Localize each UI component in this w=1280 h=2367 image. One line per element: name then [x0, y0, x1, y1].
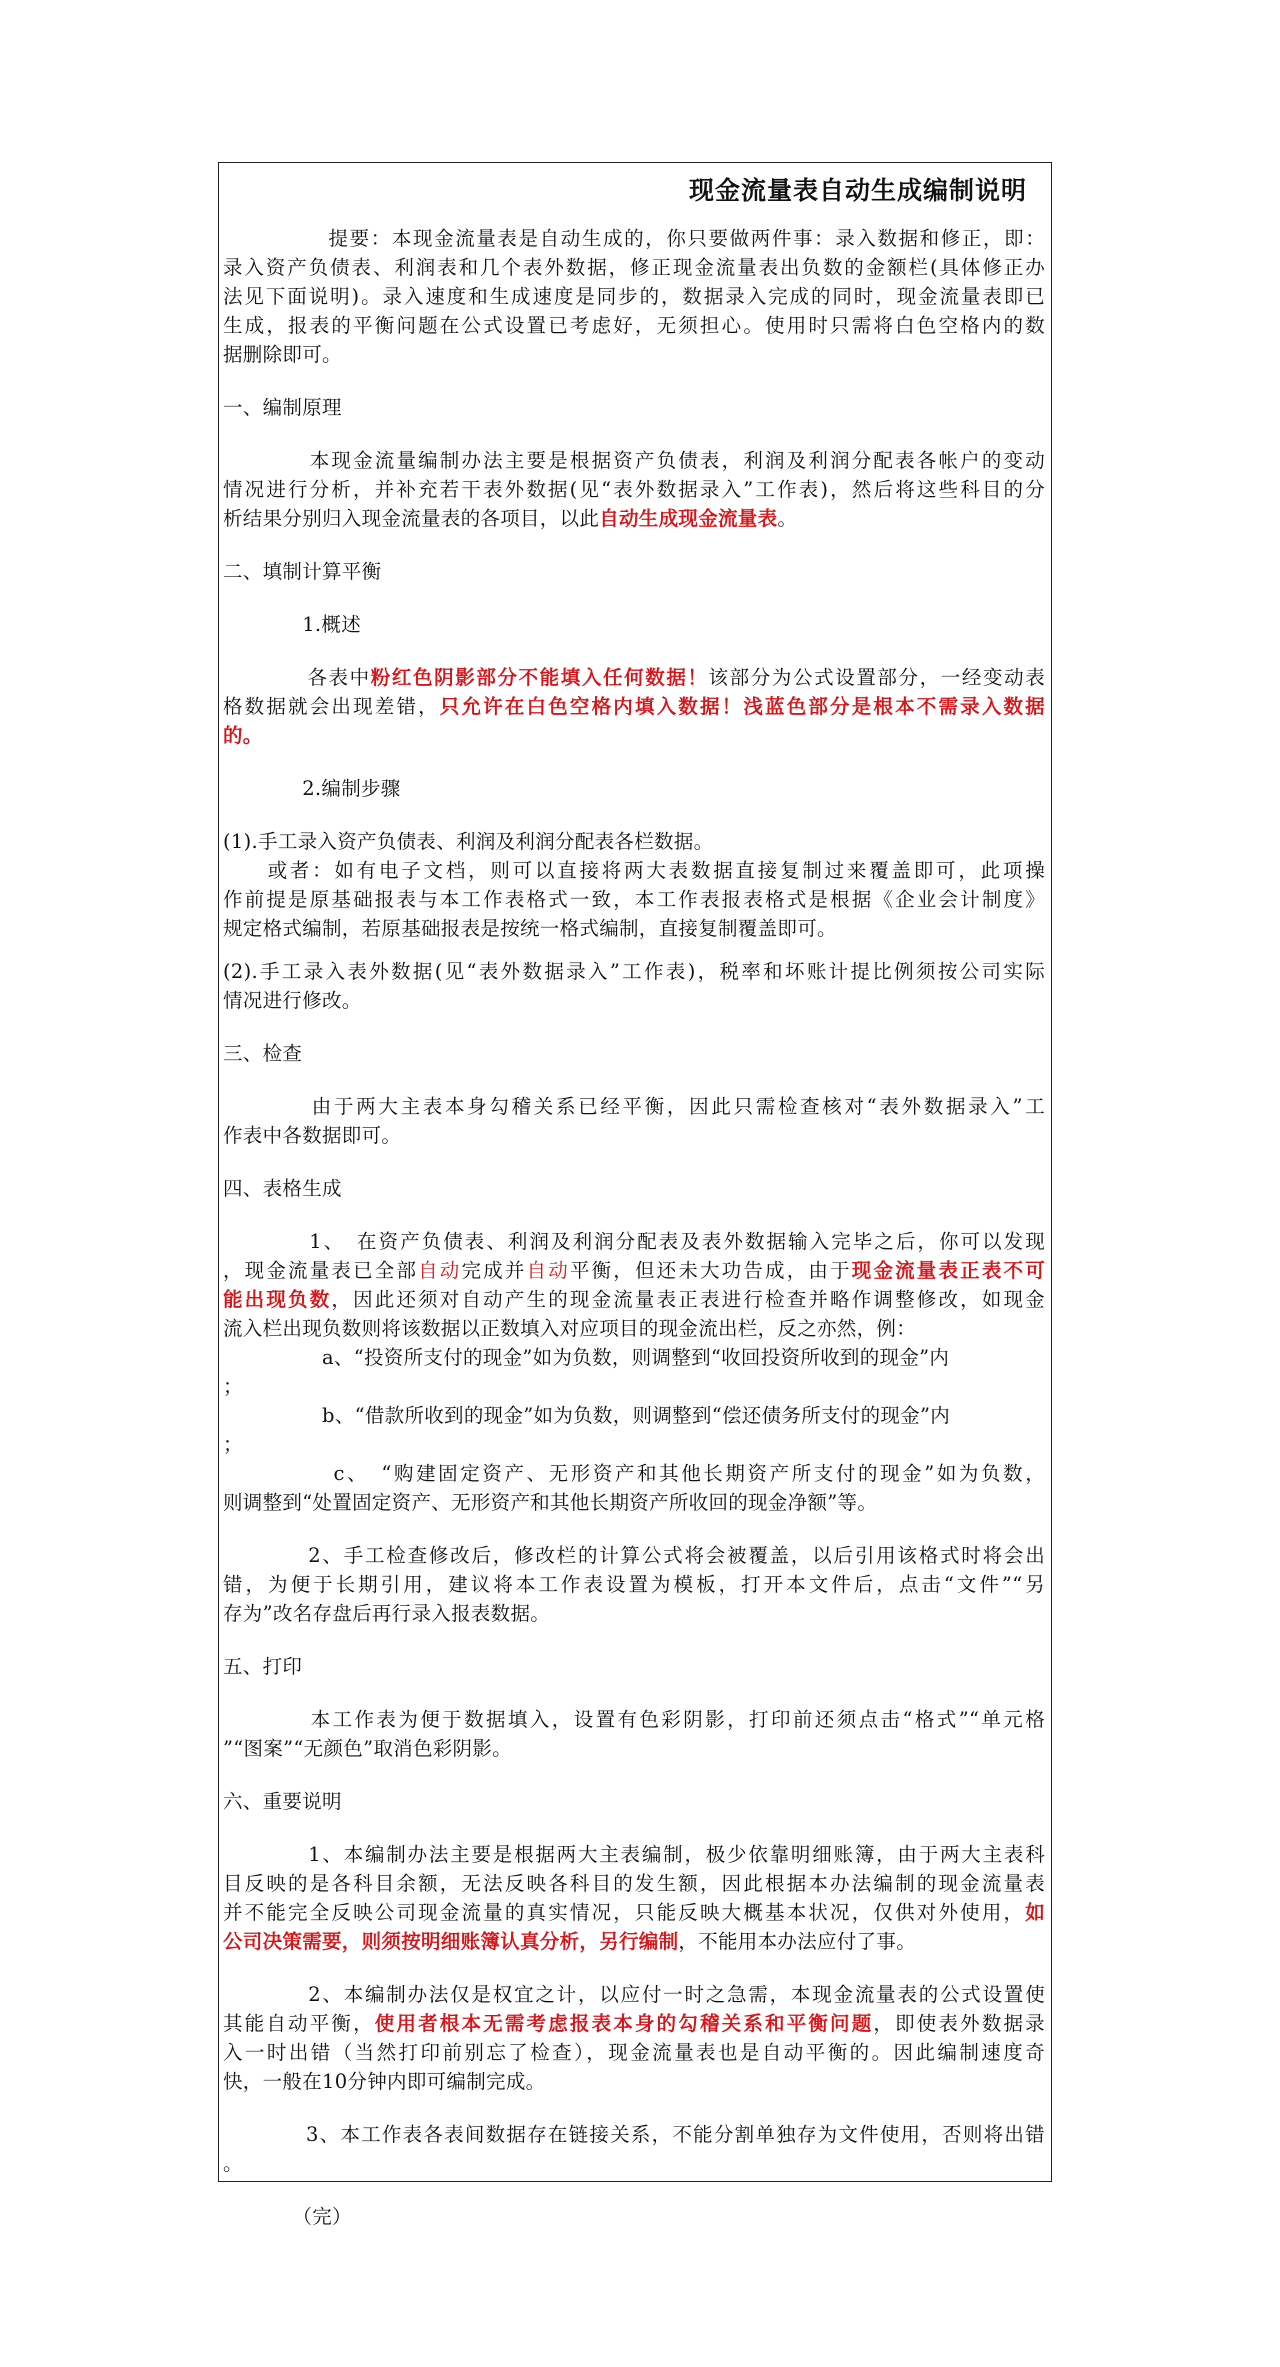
text-line [223, 311, 1045, 340]
text-line [223, 1285, 1045, 1314]
text-line [223, 1430, 1045, 1459]
text-line [223, 1343, 1045, 1372]
text-segment: 一、编制原理 [223, 396, 342, 419]
text-line [223, 1652, 1045, 1681]
text-segment: 或者：如有电子文档，则可以直接将两大表数据直接复制过来覆盖即可，此项操 [223, 859, 1045, 882]
text-segment: 生成，报表的平衡问题在公式设置已考虑好，无须担心。使用时只需将白色空格内的数 [223, 314, 1045, 337]
text-line [223, 957, 1045, 986]
text-segment: 提要：本现金流量表是自动生成的，你只要做两件事：录入数据和修正，即： [223, 227, 1045, 250]
text-segment: ； [223, 1433, 243, 1456]
text-segment: ，即使表外数据录 [873, 2012, 1045, 2035]
text-line [223, 282, 1045, 311]
text-segment: 情况进行修改。 [223, 989, 362, 1012]
text-line [223, 2149, 1045, 2178]
text-segment: 1、本编制办法主要是根据两大主表编制，极少依靠明细账簿，由于两大主表科 [223, 1843, 1045, 1866]
text-segment: 错，为便于长期引用，建议将本工作表设置为模板，打开本文件后，点击“文件”“另 [223, 1573, 1045, 1596]
text-segment: 流入栏出现负数则将该数据以正数填入对应项目的现金流出栏，反之亦然，例： [223, 1317, 917, 1340]
text-segment: 法见下面说明)。录入速度和生成速度是同步的，数据录入完成的同时，现金流量表即已 [223, 285, 1045, 308]
text-line [223, 721, 1045, 750]
text-segment: 本现金流量编制办法主要是根据资产负债表，利润及利润分配表各帐户的变动 [223, 449, 1045, 472]
text-segment: 则调整到“处置固定资产、无形资产和其他长期资产所收回的现金净额”等。 [223, 1491, 878, 1514]
text-line [223, 1541, 1045, 1570]
text-segment: 三、检查 [223, 1042, 303, 1065]
text-line [223, 224, 1045, 253]
emphasis-text: 使用者根本无需考虑报表本身的勾稽关系和平衡问题 [374, 2012, 874, 2035]
text-line [223, 1705, 1045, 1734]
text-line [223, 1869, 1045, 1898]
emphasis-text: 只允许在白色空格内填入数据！浅蓝色部分是根本不需录入数据 [439, 695, 1045, 718]
text-line [223, 1039, 1045, 1068]
text-line [223, 1927, 1045, 1956]
text-line [223, 557, 1045, 586]
emphasis-text: 的。 [223, 724, 263, 747]
text-segment: 作前提是原基础报表与本工作表格式一致，本工作表报表格式是根据《企业会计制度》 [223, 888, 1045, 911]
text-segment: c、 “购建固定资产、无形资产和其他长期资产所支付的现金”如为负数， [223, 1462, 1045, 1485]
text-line [223, 1227, 1045, 1256]
text-line [223, 1488, 1045, 1517]
text-segment: 格数据就会出现差错， [223, 695, 440, 718]
emphasis-text: 公司决策需要，则须按明细账簿认真分析，另行编制 [223, 1930, 679, 1953]
text-segment: (1).手工录入资产负债表、利润及利润分配表各栏数据。 [223, 830, 714, 853]
text-segment: 平衡，但还未大功告成，由于 [569, 1259, 852, 1282]
text-line [223, 393, 1045, 422]
text-segment: 各表中 [223, 666, 371, 689]
text-segment: 目反映的是各科目余额，无法反映各科目的发生额，因此根据本办法编制的现金流量表 [223, 1872, 1045, 1895]
text-line [223, 2202, 1045, 2231]
text-segment: ； [223, 1375, 243, 1398]
text-segment: 1.概述 [223, 613, 362, 636]
text-line [223, 2067, 1045, 2096]
text-segment: a、“投资所支付的现金”如为负数，则调整到“收回投资所收到的现金”内 [223, 1346, 950, 1369]
text-line [223, 827, 1045, 856]
text-segment: 二、填制计算平衡 [223, 560, 382, 583]
text-line [223, 504, 1045, 533]
text-line [223, 610, 1045, 639]
text-segment: 作表中各数据即可。 [223, 1124, 402, 1147]
text-segment: 。 [777, 507, 798, 530]
text-segment: 2、本编制办法仅是权宜之计，以应付一时之急需，本现金流量表的公式设置使 [223, 1983, 1045, 2006]
text-segment: 2、手工检查修改后，修改栏的计算公式将会被覆盖，以后引用该格式时将会出 [223, 1544, 1045, 1567]
text-segment: 据删除即可。 [223, 343, 342, 366]
text-segment: 入一时出错（当然打印前别忘了检查），现金流量表也是自动平衡的。因此编制速度奇 [223, 2041, 1045, 2064]
text-segment: 该部分为公式设置部分，一经变动表 [708, 666, 1045, 689]
text-line [223, 2009, 1045, 2038]
text-line [223, 1121, 1045, 1150]
emphasis-text: 如 [1025, 1901, 1045, 1924]
text-line [223, 1570, 1045, 1599]
text-line [223, 663, 1045, 692]
text-line [223, 1256, 1045, 1285]
text-segment: 存为”改名存盘后再行录入报表数据。 [223, 1602, 551, 1625]
emphasis-text: 自动 [526, 1259, 570, 1282]
text-line [223, 1314, 1045, 1343]
text-line [223, 986, 1045, 1015]
text-line [223, 914, 1045, 943]
text-segment: 析结果分别归入现金流量表的各项目，以此 [223, 507, 600, 530]
text-line [223, 475, 1045, 504]
text-line [223, 1980, 1045, 2009]
text-segment: 快，一般在10分钟内即可编制完成。 [223, 2070, 546, 2093]
text-segment: b、“借款所收到的现金”如为负数，则调整到“偿还债务所支付的现金”内 [223, 1404, 951, 1427]
document-title: 现金流量表自动生成编制说明 [689, 176, 1028, 205]
text-line [223, 1459, 1045, 1488]
text-line [223, 1787, 1045, 1816]
text-segment: ，因此还须对自动产生的现金流量表正表进行检查并略作调整修改，如现金 [331, 1288, 1045, 1311]
text-line [223, 2120, 1045, 2149]
text-segment: 由于两大主表本身勾稽关系已经平衡，因此只需检查核对“表外数据录入”工 [223, 1095, 1045, 1118]
text-segment: 六、重要说明 [223, 1790, 342, 1813]
emphasis-text: 自动生成现金流量表 [599, 507, 778, 530]
text-line [223, 1372, 1045, 1401]
text-line [223, 885, 1045, 914]
text-line [223, 1174, 1045, 1203]
text-line [223, 1898, 1045, 1927]
text-segment: 五、打印 [223, 1655, 303, 1678]
text-segment: ，现金流量表已全部 [223, 1259, 419, 1282]
text-segment: （完） [223, 2205, 352, 2228]
text-line [223, 1092, 1045, 1121]
text-segment: 录入资产负债表、利润表和几个表外数据，修正现金流量表出负数的金额栏(具体修正办 [223, 256, 1045, 279]
text-line [223, 856, 1045, 885]
text-segment: 本工作表为便于数据填入，设置有色彩阴影，打印前还须点击“格式”“单元格 [223, 1708, 1045, 1731]
text-segment: ，不能用本办法应付了事。 [678, 1930, 917, 1953]
text-segment: (2).手工录入表外数据(见“表外数据录入”工作表)，税率和坏账计提比例须按公司实际 [223, 960, 1045, 983]
text-line [223, 253, 1045, 282]
text-segment: 3、本工作表各表间数据存在链接关系，不能分割单独存为文件使用，否则将出错 [223, 2123, 1045, 2146]
text-line [223, 1840, 1045, 1869]
text-segment: 规定格式编制，若原基础报表是按统一格式编制，直接复制覆盖即可。 [223, 917, 837, 940]
text-line [223, 446, 1045, 475]
text-segment: ”“图案”“无颜色”取消色彩阴影。 [223, 1737, 512, 1760]
text-line [223, 1599, 1045, 1628]
document-frame [218, 162, 1052, 2228]
text-line [223, 692, 1045, 721]
text-line [223, 1734, 1045, 1763]
text-segment: 。 [223, 2152, 243, 2175]
text-segment: 完成并 [461, 1259, 527, 1282]
text-segment: 其能自动平衡， [223, 2012, 375, 2035]
text-line [223, 1401, 1045, 1430]
emphasis-text: 能出现负数 [223, 1288, 332, 1311]
text-segment: 四、表格生成 [223, 1177, 342, 1200]
text-line [223, 774, 1045, 803]
emphasis-text: 粉红色阴影部分不能填入任何数据！ [370, 666, 709, 689]
text-segment: 并不能完全反映公司现金流量的真实情况，只能反映大概基本状况，仅供对外使用， [223, 1901, 1026, 1924]
text-segment: 1、 在资产负债表、利润及利润分配表及表外数据输入完毕之后，你可以发现 [223, 1230, 1045, 1253]
emphasis-text: 现金流量表正表不可 [851, 1259, 1046, 1282]
text-segment: 2.编制步骤 [223, 777, 401, 800]
text-line [223, 340, 1045, 369]
emphasis-text: 自动 [418, 1259, 462, 1282]
text-line [223, 2038, 1045, 2067]
text-segment: 情况进行分析，并补充若干表外数据(见“表外数据录入”工作表)，然后将这些科目的分 [223, 478, 1045, 501]
